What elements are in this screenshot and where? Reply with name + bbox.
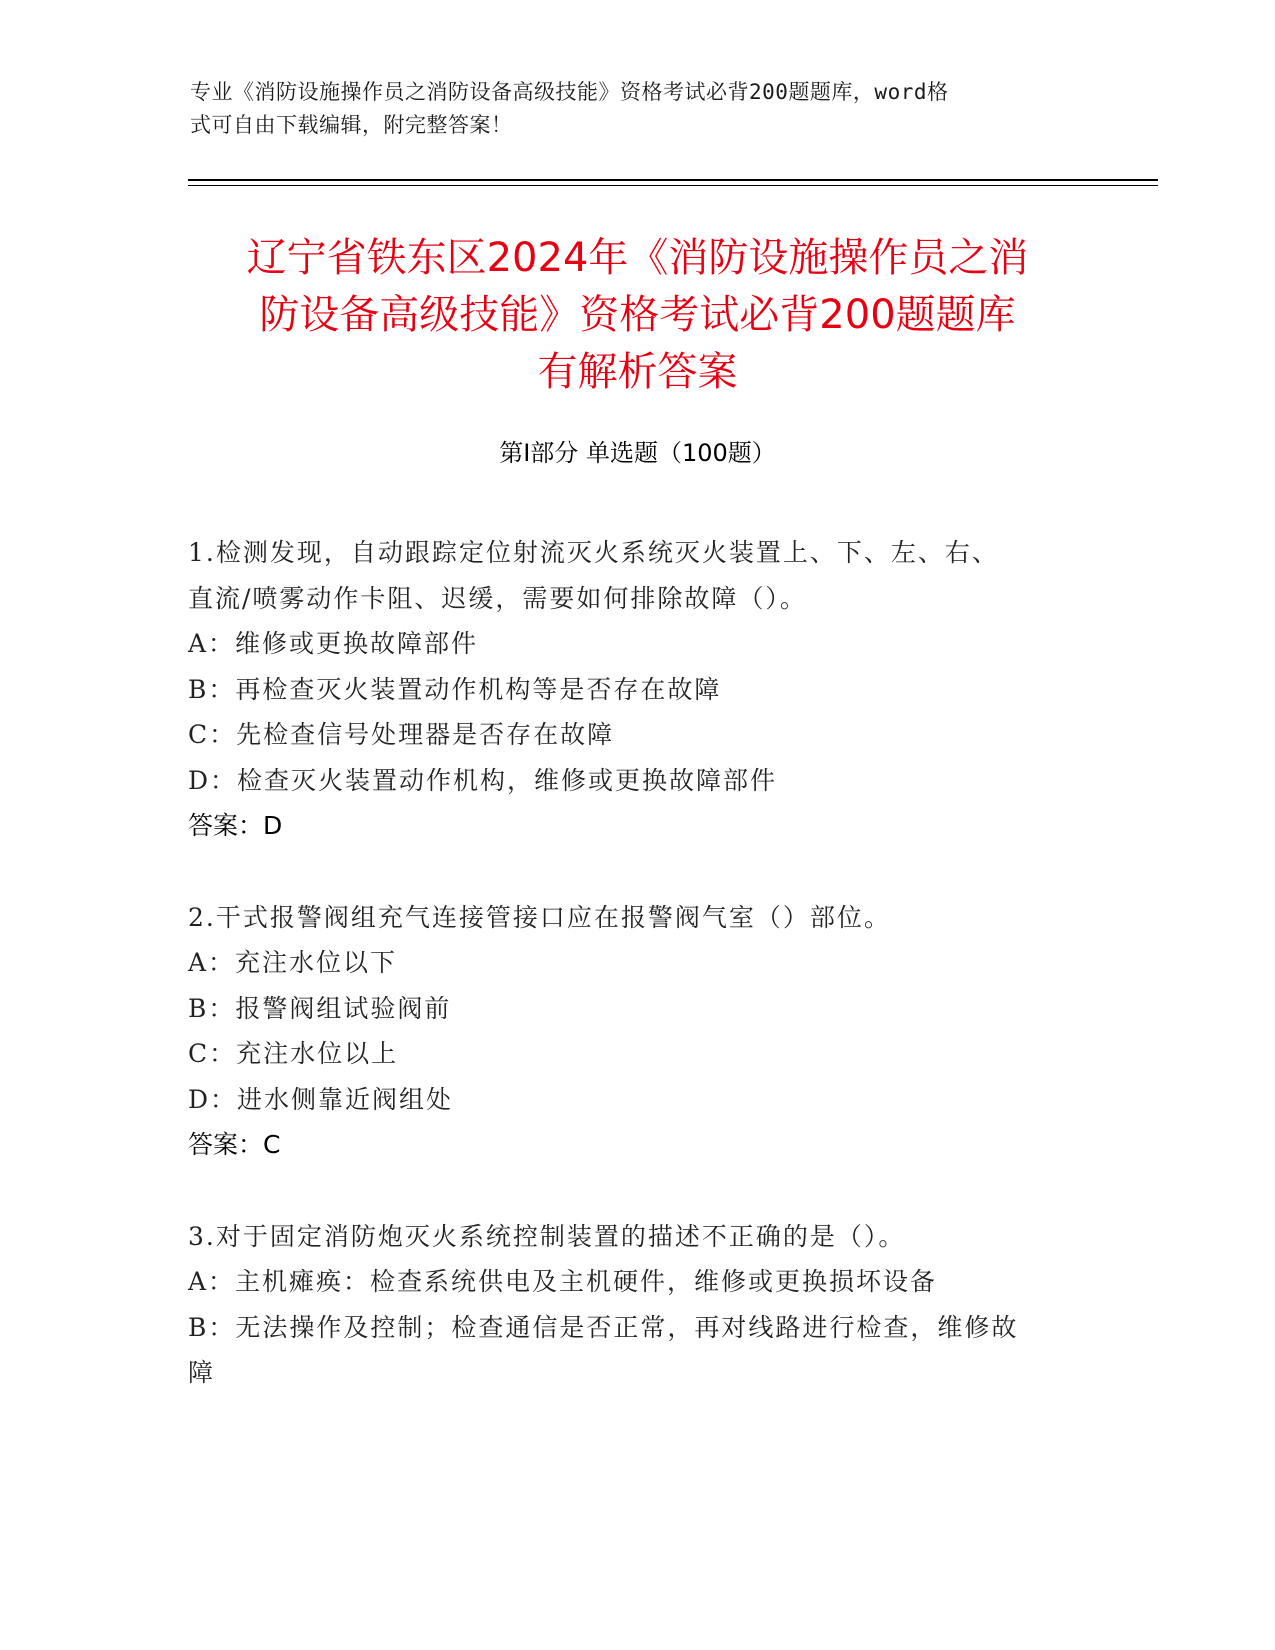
- option-d: D：检查灭火装置动作机构，维修或更换故障部件: [188, 765, 778, 795]
- title-line: 防设备高级技能》资格考试必背200题题库: [259, 292, 1016, 338]
- header-note-line: 专业《消防设施操作员之消防设备高级技能》资格考试必背200题题库，word格: [190, 80, 949, 104]
- option-d: D：进水侧靠近阀组处: [188, 1084, 454, 1114]
- option-b: B：报警阀组试验阀前: [188, 993, 452, 1023]
- question-stem: 2.干式报警阀组充气连接管接口应在报警阀气室（）部位。: [188, 902, 891, 932]
- header-divider-thick: [188, 179, 1158, 181]
- question-stem: 直流/喷雾动作卡阻、迟缓，需要如何排除故障（）。: [188, 583, 807, 613]
- question-list: [188, 530, 1078, 1442]
- option-c: C：充注水位以上: [188, 1039, 399, 1068]
- option-c: C：先检查信号处理器是否存在故障: [188, 720, 615, 749]
- answer-label: 答案：C: [188, 1130, 281, 1159]
- header-note-line: 式可自由下载编辑，附完整答案！: [190, 113, 513, 137]
- question-item: [188, 1214, 1078, 1396]
- header-divider-thin: [188, 185, 1158, 186]
- header-note: [190, 76, 1070, 142]
- question-stem: 3.对于固定消防炮灭火系统控制装置的描述不正确的是（）。: [188, 1221, 906, 1251]
- title-line: 辽宁省铁东区2024年《消防设施操作员之消: [246, 235, 1029, 281]
- option-a: A：主机瘫痪：检查系统供电及主机硬件，维修或更换损坏设备: [188, 1267, 938, 1296]
- title-line: 有解析答案: [537, 349, 738, 395]
- question-item: [188, 530, 1078, 849]
- document-title: [175, 230, 1100, 401]
- option-a: A：充注水位以下: [188, 948, 398, 977]
- option-a: A：维修或更换故障部件: [188, 629, 479, 658]
- option-b: B：无法操作及控制；检查通信是否正常，再对线路进行检查，维修故: [188, 1312, 1019, 1342]
- section-heading: 第Ⅰ部分 单选题（100题）: [499, 439, 776, 467]
- question-stem: 1.检测发现，自动跟踪定位射流灭火系统灭火装置上、下、左、右、: [188, 538, 999, 567]
- option-b: B：再检查灭火装置动作机构等是否存在故障: [188, 674, 722, 704]
- answer-label: 答案：D: [188, 811, 283, 840]
- option-b-continued: 障: [188, 1358, 216, 1387]
- question-item: [188, 895, 1078, 1168]
